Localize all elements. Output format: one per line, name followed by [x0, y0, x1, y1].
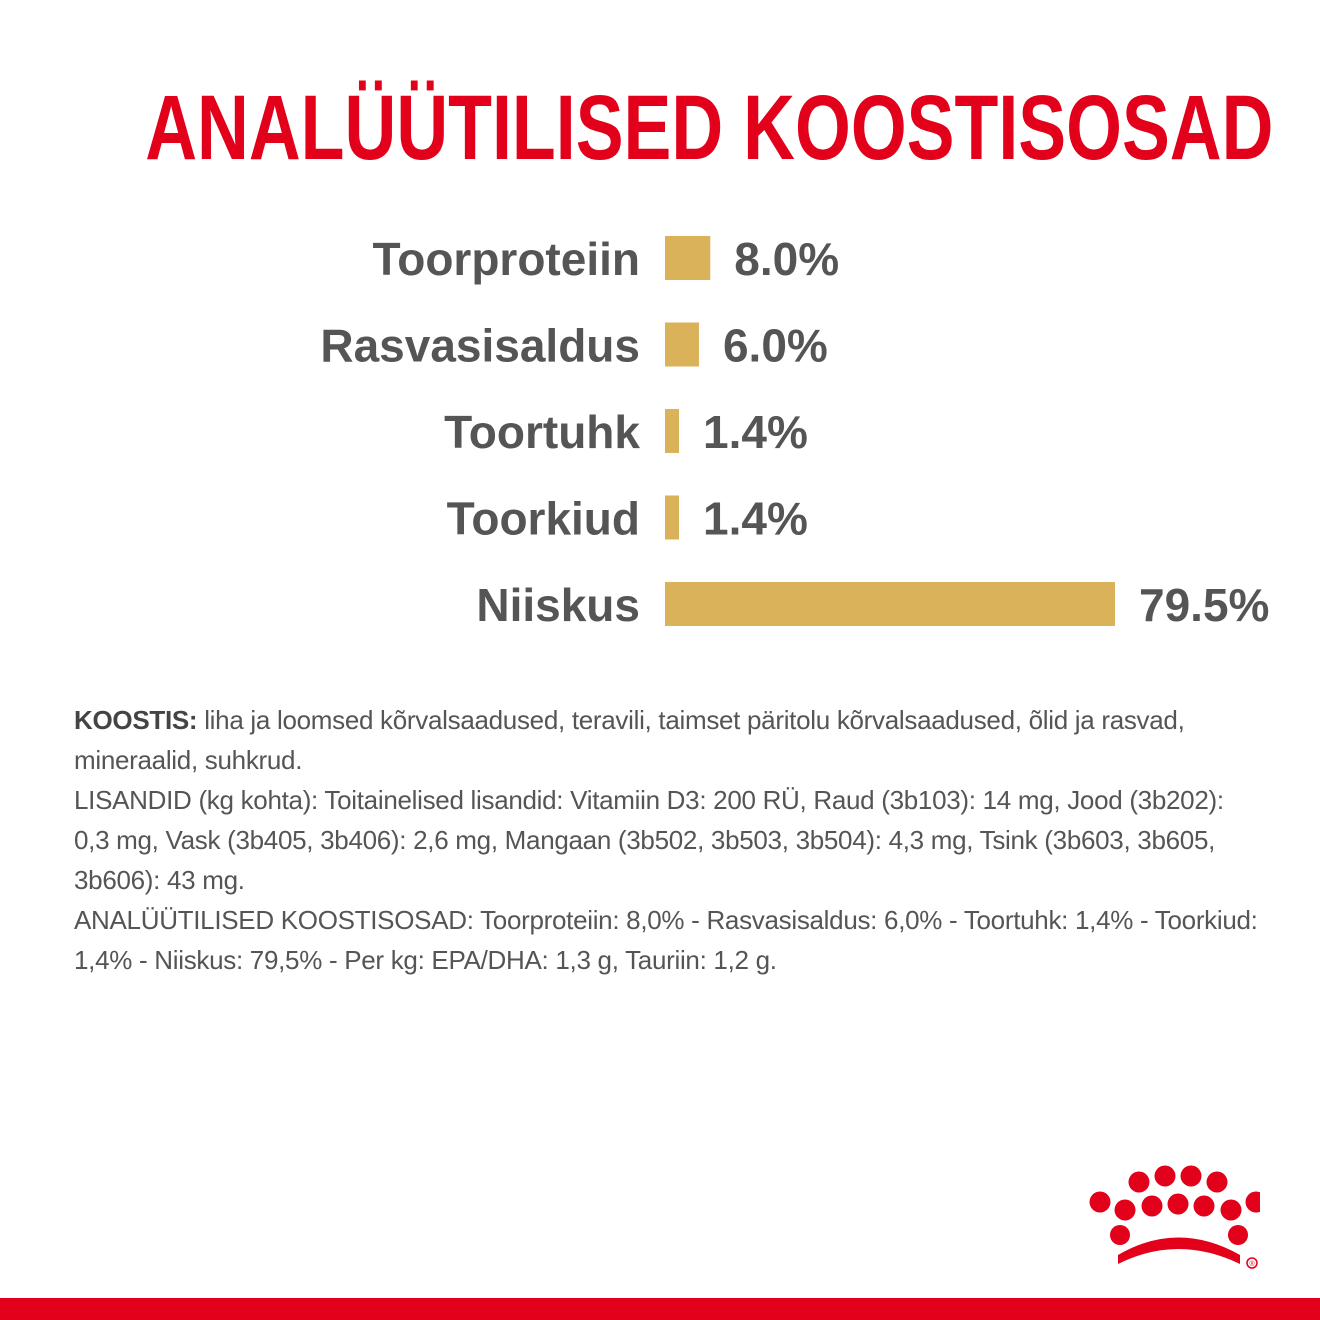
composition-text — [74, 700, 1264, 980]
category-label: Rasvasisaldus — [320, 319, 640, 372]
value-label: 79.5% — [1139, 579, 1270, 631]
additives-paragraph: LISANDID (kg kohta): Toitainelised lisandid: Vitamiin D3: 200 RÜ, Raud (3b103): 14 mg, Jood (3b202): 0,3 mg, Vask (3b405, 3b406): 2,6 mg, Mangaan (3b502, 3b503, 3b504): 4,3 mg, Tsink (3b603, 3b605, 3b606): 43 mg. — [74, 785, 1224, 895]
bar — [665, 409, 679, 453]
crown-logo-icon — [1080, 1160, 1260, 1275]
analytical-paragraph: ANALÜÜTILISED KOOSTISOSAD: Toorproteiin: 8,0% - Rasvasisaldus: 6,0% - Toortuhk: 1,4% - Toorkiud: 1,4% - Niiskus: 79,5% - Per kg: EPA/DHA: 1,3 g, Tauriin: 1,2 g. — [74, 905, 1258, 975]
page-title: ANALÜÜTILISED KOOSTISOSAD — [145, 77, 1274, 179]
category-label: Toortuhk — [444, 406, 640, 458]
bottom-brand-band — [0, 1298, 1320, 1320]
registered-mark: ® — [1249, 1261, 1255, 1268]
composition-label: KOOSTIS: — [74, 705, 198, 735]
bar — [665, 323, 699, 367]
composition-paragraph — [74, 700, 1264, 780]
value-label: 1.4% — [703, 406, 808, 458]
category-label: Toorproteiin — [372, 233, 640, 285]
bar — [665, 496, 679, 540]
composition-ingredients: liha ja loomsed kõrvalsaadused, teravili, taimset päritolu kõrvalsaadused, õlid ja rasvad, mineraalid, suhkrud. — [74, 705, 1185, 775]
bar — [665, 236, 710, 280]
value-label: 6.0% — [722, 319, 828, 372]
bar — [665, 582, 1115, 626]
value-label: 8.0% — [734, 233, 840, 285]
category-label: Niiskus — [476, 579, 640, 631]
category-label: Toorkiud — [446, 492, 640, 545]
value-label: 1.4% — [703, 492, 808, 545]
nutrient-bar-chart — [0, 200, 1320, 660]
